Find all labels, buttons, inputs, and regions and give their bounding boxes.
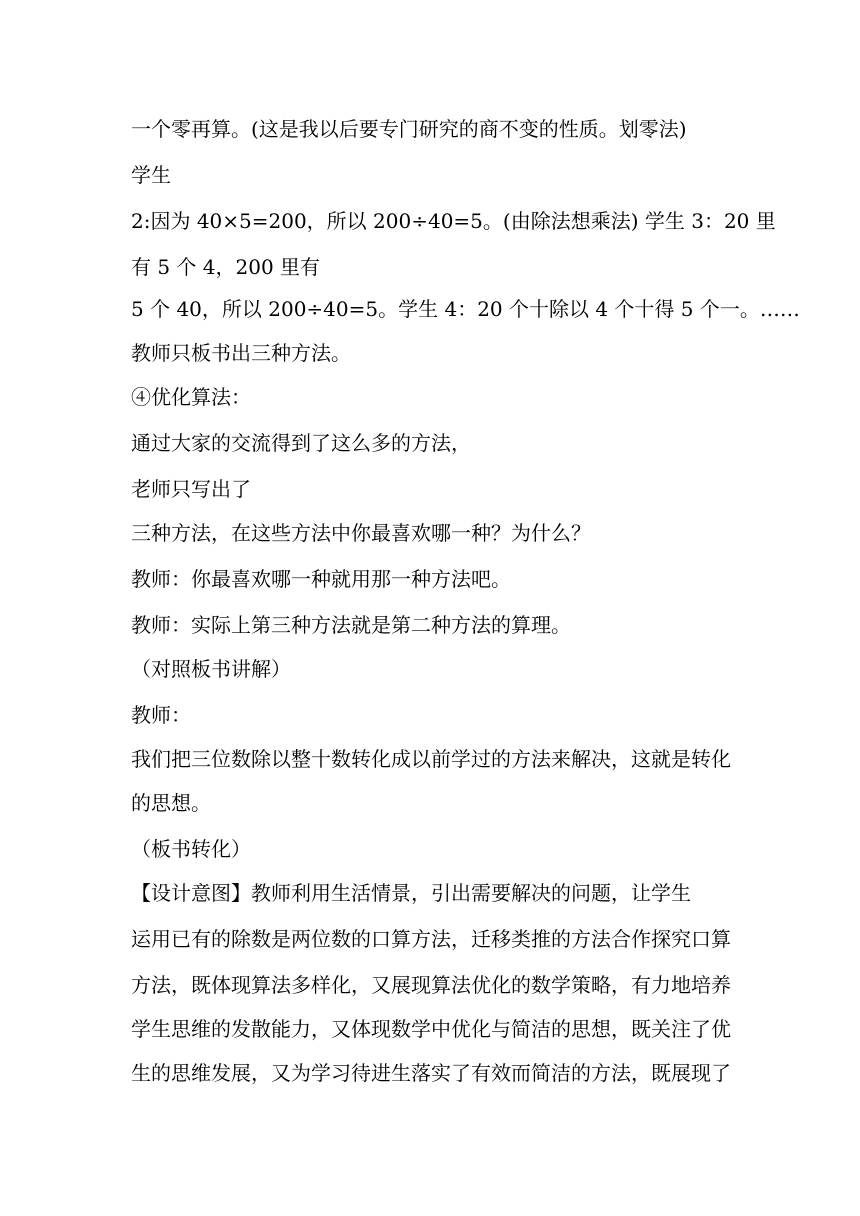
text-line-11: 教师：你最喜欢哪一种就用那一种方法吧。 [131,567,511,591]
text-line-4: 有 5 个 4，200 里有 [131,255,321,279]
text-line-13: （对照板书讲解） [131,657,291,681]
text-line-16: 的思想。 [131,791,211,815]
text-line-22: 生的思维发展，又为学习待进生落实了有效而简洁的方法，既展现了 [131,1061,731,1085]
text-line-3: 2:因为 40×5=200，所以 200÷40=5。(由除法想乘法) 学生 3：20 里 [131,209,776,233]
text-line-8: 通过大家的交流得到了这么多的方法， [131,431,471,455]
text-line-17: （板书转化） [131,837,251,861]
text-line-18: 【设计意图】教师利用生活情景，引出需要解决的问题，让学生 [131,881,691,905]
text-line-15: 我们把三位数除以整十数转化成以前学过的方法来解决，这就是转化 [131,747,731,771]
text-line-7: ④优化算法： [131,385,251,409]
text-line-5: 5 个 40，所以 200÷40=5。学生 4：20 个十除以 4 个十得 5 个一。…… [131,297,800,321]
text-line-12: 教师：实际上第三种方法就是第二种方法的算理。 [131,613,571,637]
text-line-9: 老师只写出了 [131,477,251,501]
text-line-6: 教师只板书出三种方法。 [131,341,351,365]
text-line-1: 一个零再算。(这是我以后要专门研究的商不变的性质。划零法) [131,117,687,141]
text-line-10: 三种方法，在这些方法中你最喜欢哪一种？为什么？ [131,521,591,545]
text-line-14: 教师： [131,703,191,727]
text-line-2: 学生 [131,163,171,187]
text-line-20: 方法，既体现算法多样化，又展现算法优化的数学策略，有力地培养 [131,973,731,997]
text-line-21: 学生思维的发散能力，又体现数学中优化与简洁的思想，既关注了优 [131,1017,731,1041]
text-line-19: 运用已有的除数是两位数的口算方法，迁移类推的方法合作探究口算 [131,927,731,951]
